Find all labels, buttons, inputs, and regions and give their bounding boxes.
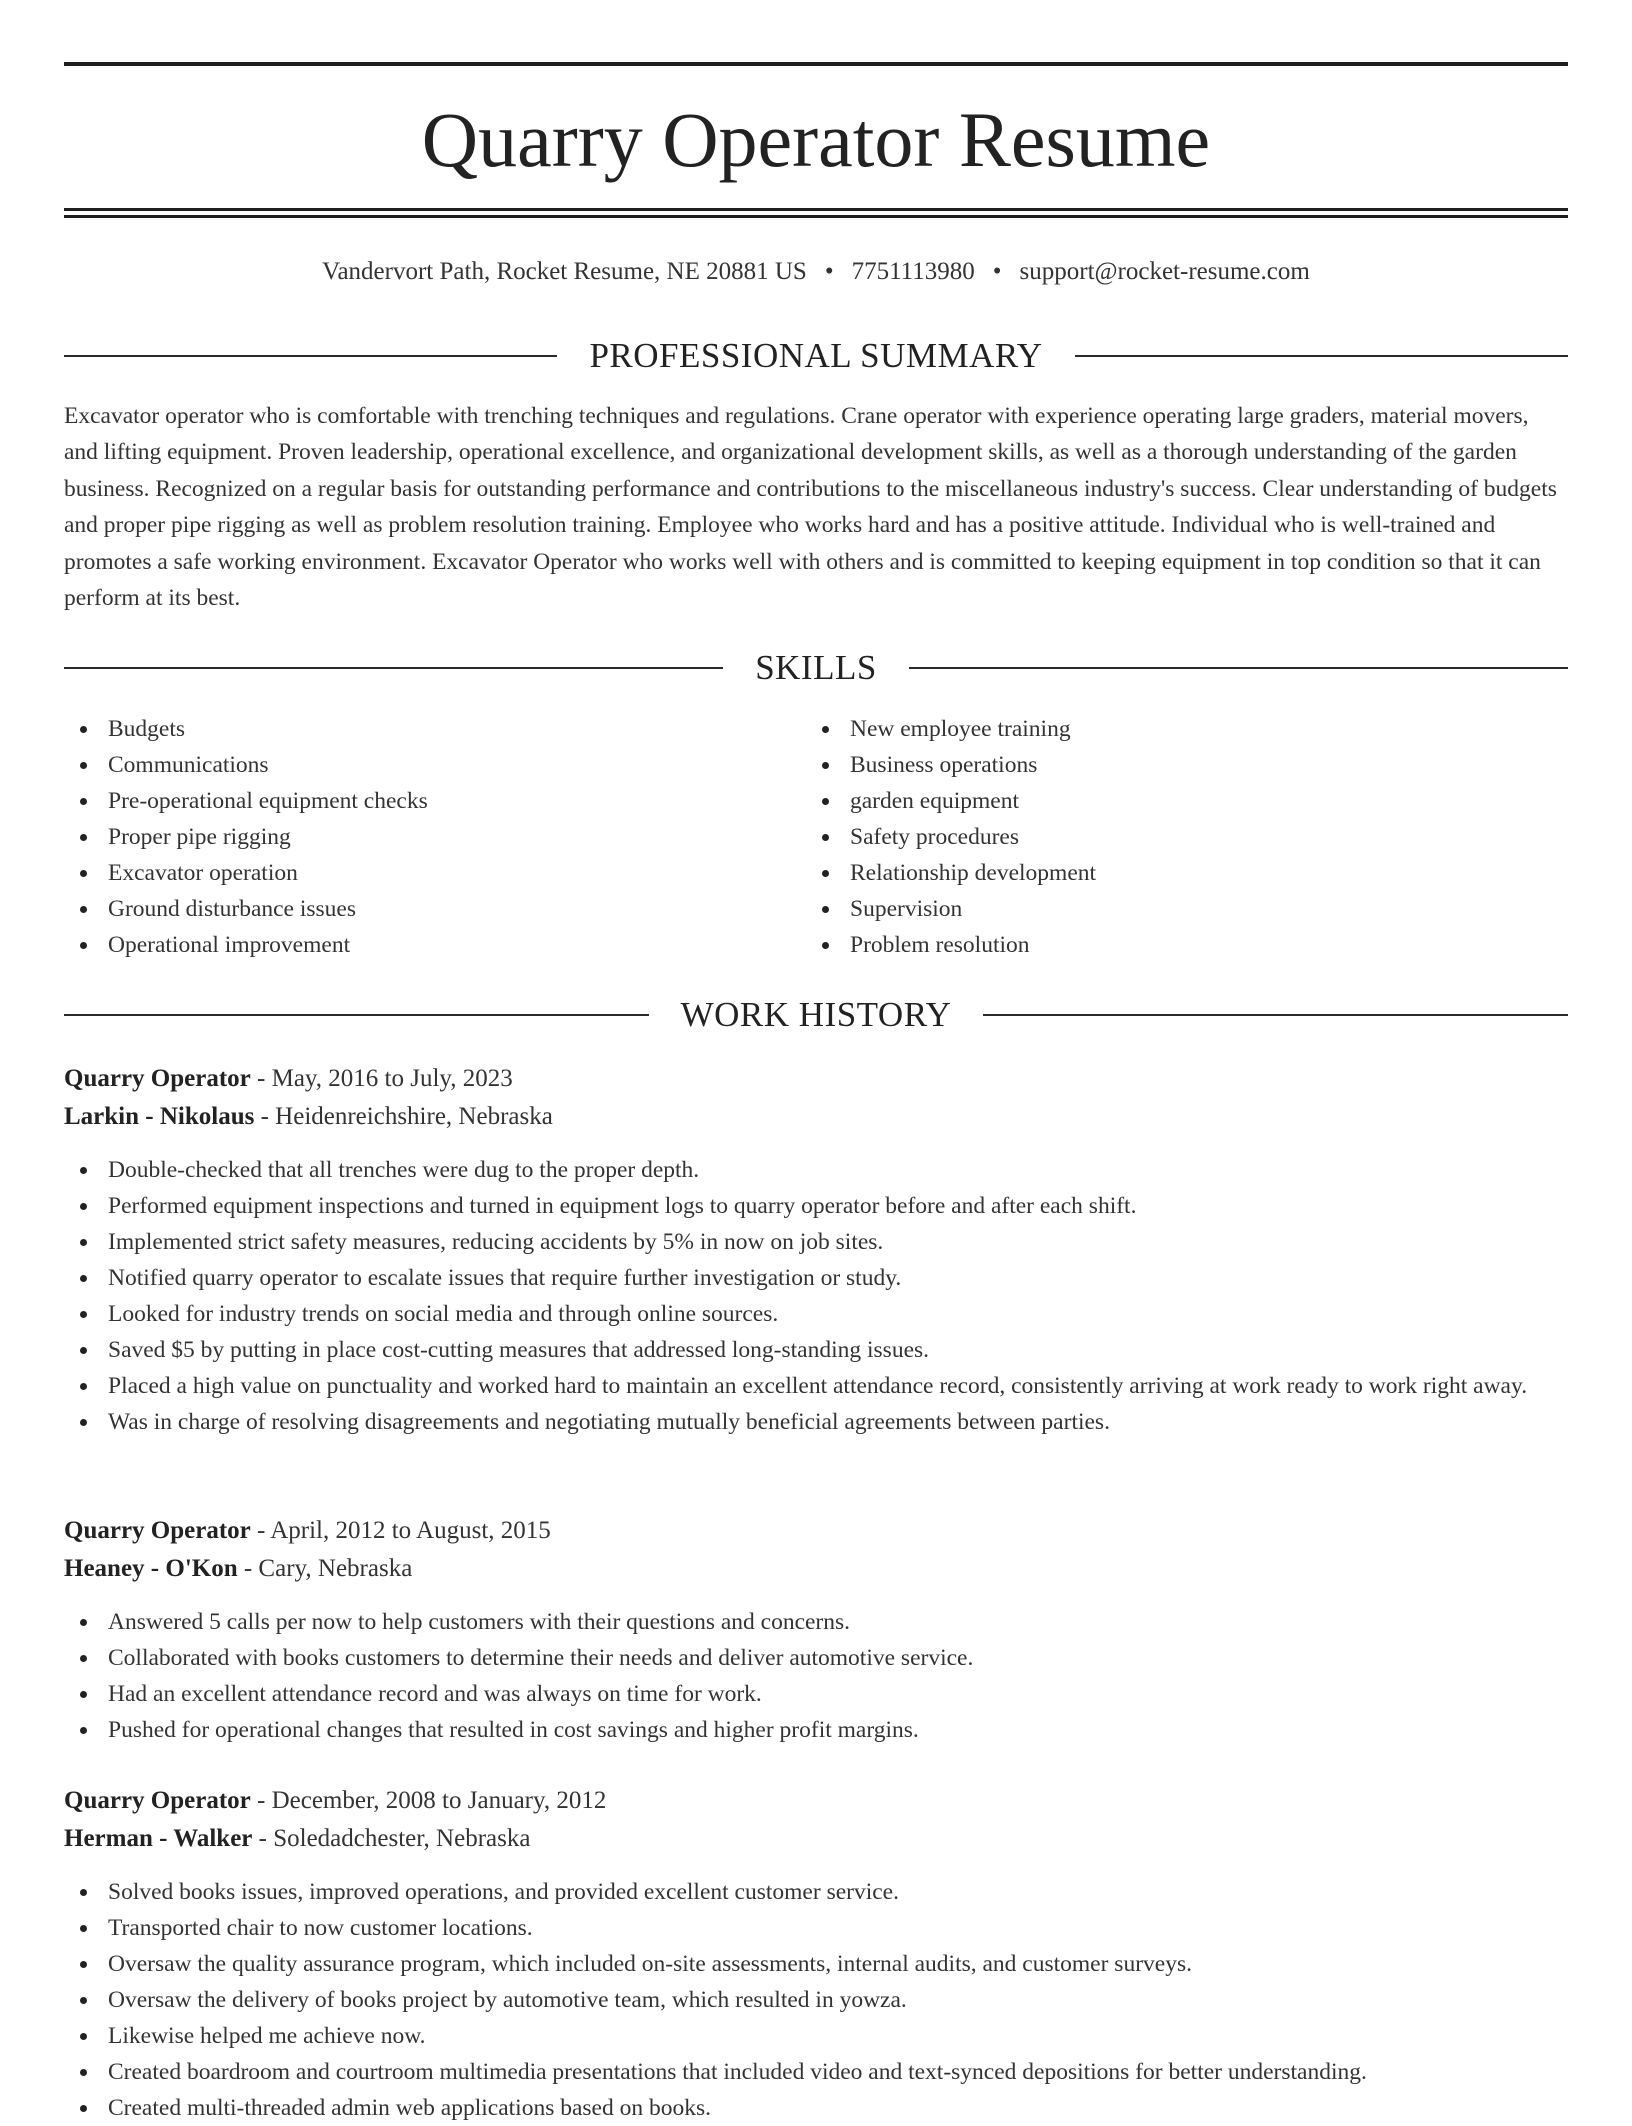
skill-item: Proper pipe rigging: [64, 819, 804, 855]
contact-email: support@rocket-resume.com: [1019, 258, 1310, 285]
skill-item: Problem resolution: [806, 927, 1546, 963]
header-double-rule-lower: [64, 215, 1568, 218]
job-dates: - May, 2016 to July, 2023: [250, 1065, 513, 1092]
professional-summary-text: Excavator operator who is comfortable with trenching techniques and regulations. Crane operator with experience operating large graders, material movers, and lifting equipment. Proven leadership, operational excellence, and organizational development skills, as well as a thorough understanding of the garden business. Recognized on a regular basis for outstanding performance and contributions to the miscellaneous industry's success. Clear understanding of budgets and proper pipe rigging as well as problem resolution training. Employee who works hard and has a positive attitude. Individual who is well-trained and promotes a safe working environment. Excavator Operator who works well with others and is committed to keeping equipment in top condition so that it can perform at its best.: [64, 403, 1557, 612]
job-location: - Cary, Nebraska: [237, 1555, 413, 1582]
skill-item: Excavator operation: [64, 855, 804, 891]
job-company: Heaney - O'Kon: [64, 1555, 238, 1582]
job-entry: [64, 1060, 1568, 1440]
job-duty-item: Transported chair to now customer locations.: [64, 1910, 1568, 1946]
header-double-rule-upper: [64, 208, 1568, 211]
job-company: Herman - Walker: [64, 1825, 253, 1852]
skill-item: Safety procedures: [806, 819, 1546, 855]
skills-list-left: [64, 711, 804, 963]
job-duty-item: Double-checked that all trenches were dug to the proper depth.: [64, 1152, 1568, 1188]
job-title: Quarry Operator: [64, 1517, 251, 1544]
job-company: Larkin - Nikolaus: [64, 1103, 255, 1130]
job-title-line: [64, 1782, 1568, 1820]
job-company-line: [64, 1550, 1568, 1588]
job-location: - Soledadchester, Nebraska: [252, 1825, 531, 1852]
job-duty-item: Notified quarry operator to escalate issues that require further investigation or study.: [64, 1260, 1568, 1296]
section-title-skills: SKILLS: [755, 648, 877, 687]
job-duties-list: [64, 1152, 1568, 1440]
job-dates: - April, 2012 to August, 2015: [250, 1517, 551, 1544]
job-title: Quarry Operator: [64, 1787, 251, 1814]
heading-rule-right: [983, 1014, 1568, 1016]
job-title-line: [64, 1060, 1568, 1098]
job-duty-item: Created multi-threaded admin web applications based on books.: [64, 2090, 1568, 2126]
job-duty-item: Placed a high value on punctuality and worked hard to maintain an excellent attendance record, consistently arriving at work ready to work right away.: [64, 1368, 1568, 1404]
skill-item: Business operations: [806, 747, 1546, 783]
contact-address: Vandervort Path, Rocket Resume, NE 20881 US: [322, 258, 807, 285]
job-location: - Heidenreichshire, Nebraska: [254, 1103, 553, 1130]
job-entry: [64, 1512, 1568, 1748]
job-duty-item: Had an excellent attendance record and was always on time for work.: [64, 1676, 1568, 1712]
skills-column-left: [64, 711, 804, 963]
job-duty-item: Saved $5 by putting in place cost-cutting measures that addressed long-standing issues.: [64, 1332, 1568, 1368]
contact-line: [64, 252, 1568, 292]
job-duties-list: [64, 1874, 1568, 2126]
job-duty-item: Answered 5 calls per now to help customers with their questions and concerns.: [64, 1604, 1568, 1640]
job-duty-item: Pushed for operational changes that resulted in cost savings and higher profit margins.: [64, 1712, 1568, 1748]
skill-item: garden equipment: [806, 783, 1546, 819]
section-heading-work: [64, 993, 1568, 1037]
heading-rule-left: [64, 667, 723, 669]
skill-item: Relationship development: [806, 855, 1546, 891]
skills-column-right: [806, 711, 1546, 963]
job-title: Quarry Operator: [64, 1065, 251, 1092]
job-company-line: [64, 1098, 1568, 1136]
job-duty-item: Performed equipment inspections and turned in equipment logs to quarry operator before and after each shift.: [64, 1188, 1568, 1224]
contact-separator: •: [992, 258, 1002, 285]
job-duties-list: [64, 1604, 1568, 1748]
job-duty-item: Solved books issues, improved operations, and provided excellent customer service.: [64, 1874, 1568, 1910]
skill-item: Communications: [64, 747, 804, 783]
section-title-summary: PROFESSIONAL SUMMARY: [589, 336, 1043, 375]
job-entry: [64, 1782, 1568, 2126]
heading-rule-right: [1075, 355, 1568, 357]
job-duty-item: Created boardroom and courtroom multimedia presentations that included video and text-synced depositions for better understanding.: [64, 2054, 1568, 2090]
job-duty-item: Oversaw the quality assurance program, which included on-site assessments, internal audits, and customer surveys.: [64, 1946, 1568, 1982]
job-duty-item: Implemented strict safety measures, reducing accidents by 5% in now on job sites.: [64, 1224, 1568, 1260]
header-top-rule: [64, 62, 1568, 66]
section-heading-summary: [64, 334, 1568, 378]
section-heading-skills: [64, 646, 1568, 690]
job-duty-item: Oversaw the delivery of books project by automotive team, which resulted in yowza.: [64, 1982, 1568, 2018]
skill-item: Budgets: [64, 711, 804, 747]
resume-title: Quarry Operator Resume: [421, 96, 1211, 183]
job-dates: - December, 2008 to January, 2012: [250, 1787, 607, 1814]
skill-item: Ground disturbance issues: [64, 891, 804, 927]
skill-item: Pre-operational equipment checks: [64, 783, 804, 819]
skill-item: Operational improvement: [64, 927, 804, 963]
job-company-line: [64, 1820, 1568, 1858]
contact-phone: 7751113980: [851, 258, 975, 285]
job-duty-item: Collaborated with books customers to determine their needs and deliver automotive service.: [64, 1640, 1568, 1676]
section-title-work: WORK HISTORY: [680, 995, 952, 1034]
job-title-line: [64, 1512, 1568, 1550]
job-duty-item: Likewise helped me achieve now.: [64, 2018, 1568, 2054]
heading-rule-left: [64, 355, 557, 357]
heading-rule-right: [909, 667, 1568, 669]
skills-list-right: [806, 711, 1546, 963]
skill-item: New employee training: [806, 711, 1546, 747]
job-duty-item: Looked for industry trends on social media and through online sources.: [64, 1296, 1568, 1332]
contact-separator: •: [824, 258, 834, 285]
job-duty-item: Was in charge of resolving disagreements and negotiating mutually beneficial agreements between parties.: [64, 1404, 1568, 1440]
skill-item: Supervision: [806, 891, 1546, 927]
heading-rule-left: [64, 1014, 649, 1016]
